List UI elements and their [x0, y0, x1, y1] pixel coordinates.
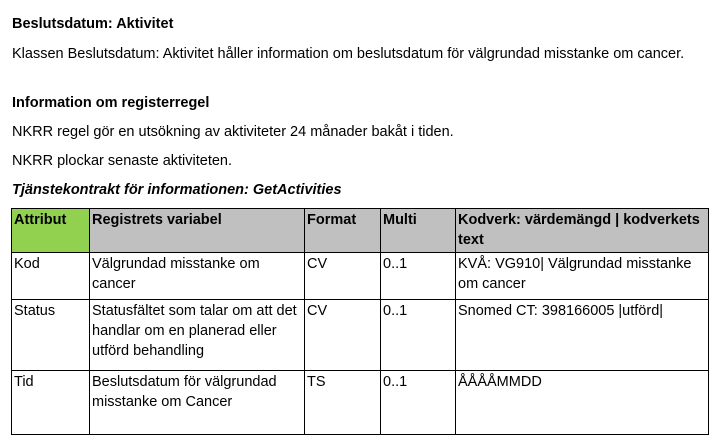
cell-variabel: Välgrundad misstanke om cancer — [90, 253, 305, 300]
section-title: Beslutsdatum: Aktivitet — [12, 16, 174, 32]
table-header-row — [12, 209, 709, 253]
rules-heading: Information om registerregel — [12, 95, 210, 111]
cell-attribut: Status — [12, 300, 90, 371]
cell-kodverk: Snomed CT: 398166005 |utförd| — [456, 300, 709, 371]
cell-attribut: Tid — [12, 371, 90, 435]
cell-variabel: Statusfältet som talar om att det handlar om en planerad eller utförd behandling — [90, 300, 305, 371]
header-kodverk: Kodverk: värdemängd | kodverkets text — [456, 209, 709, 253]
cell-format: TS — [305, 371, 381, 435]
cell-format: CV — [305, 253, 381, 300]
intro-paragraph: Klassen Beslutsdatum: Aktivitet håller information om beslutsdatum för välgrundad misstanke om cancer. — [12, 46, 685, 62]
cell-multi: 0..1 — [381, 371, 456, 435]
rule-paragraph-2: NKRR plockar senaste aktiviteten. — [12, 153, 233, 169]
header-format: Format — [305, 209, 381, 253]
table-row — [12, 253, 709, 300]
cell-multi: 0..1 — [381, 300, 456, 371]
table-row — [12, 300, 709, 371]
cell-multi: 0..1 — [381, 253, 456, 300]
cell-attribut: Kod — [12, 253, 90, 300]
contract-heading: Tjänstekontrakt för informationen: GetActivities — [12, 182, 342, 198]
cell-kodverk: KVÅ: VG910| Välgrundad misstanke om cancer — [456, 253, 709, 300]
header-registrets-variabel: Registrets variabel — [90, 209, 305, 253]
table-row — [12, 371, 709, 435]
header-attribut: Attribut — [12, 209, 90, 253]
header-multi: Multi — [381, 209, 456, 253]
attribute-table — [11, 208, 709, 435]
cell-kodverk: ÅÅÅÅMMDD — [456, 371, 709, 435]
rule-paragraph-1: NKRR regel gör en utsökning av aktiviteter 24 månader bakåt i tiden. — [12, 124, 454, 140]
cell-variabel: Beslutsdatum för välgrundad misstanke om Cancer — [90, 371, 305, 435]
cell-format: CV — [305, 300, 381, 371]
